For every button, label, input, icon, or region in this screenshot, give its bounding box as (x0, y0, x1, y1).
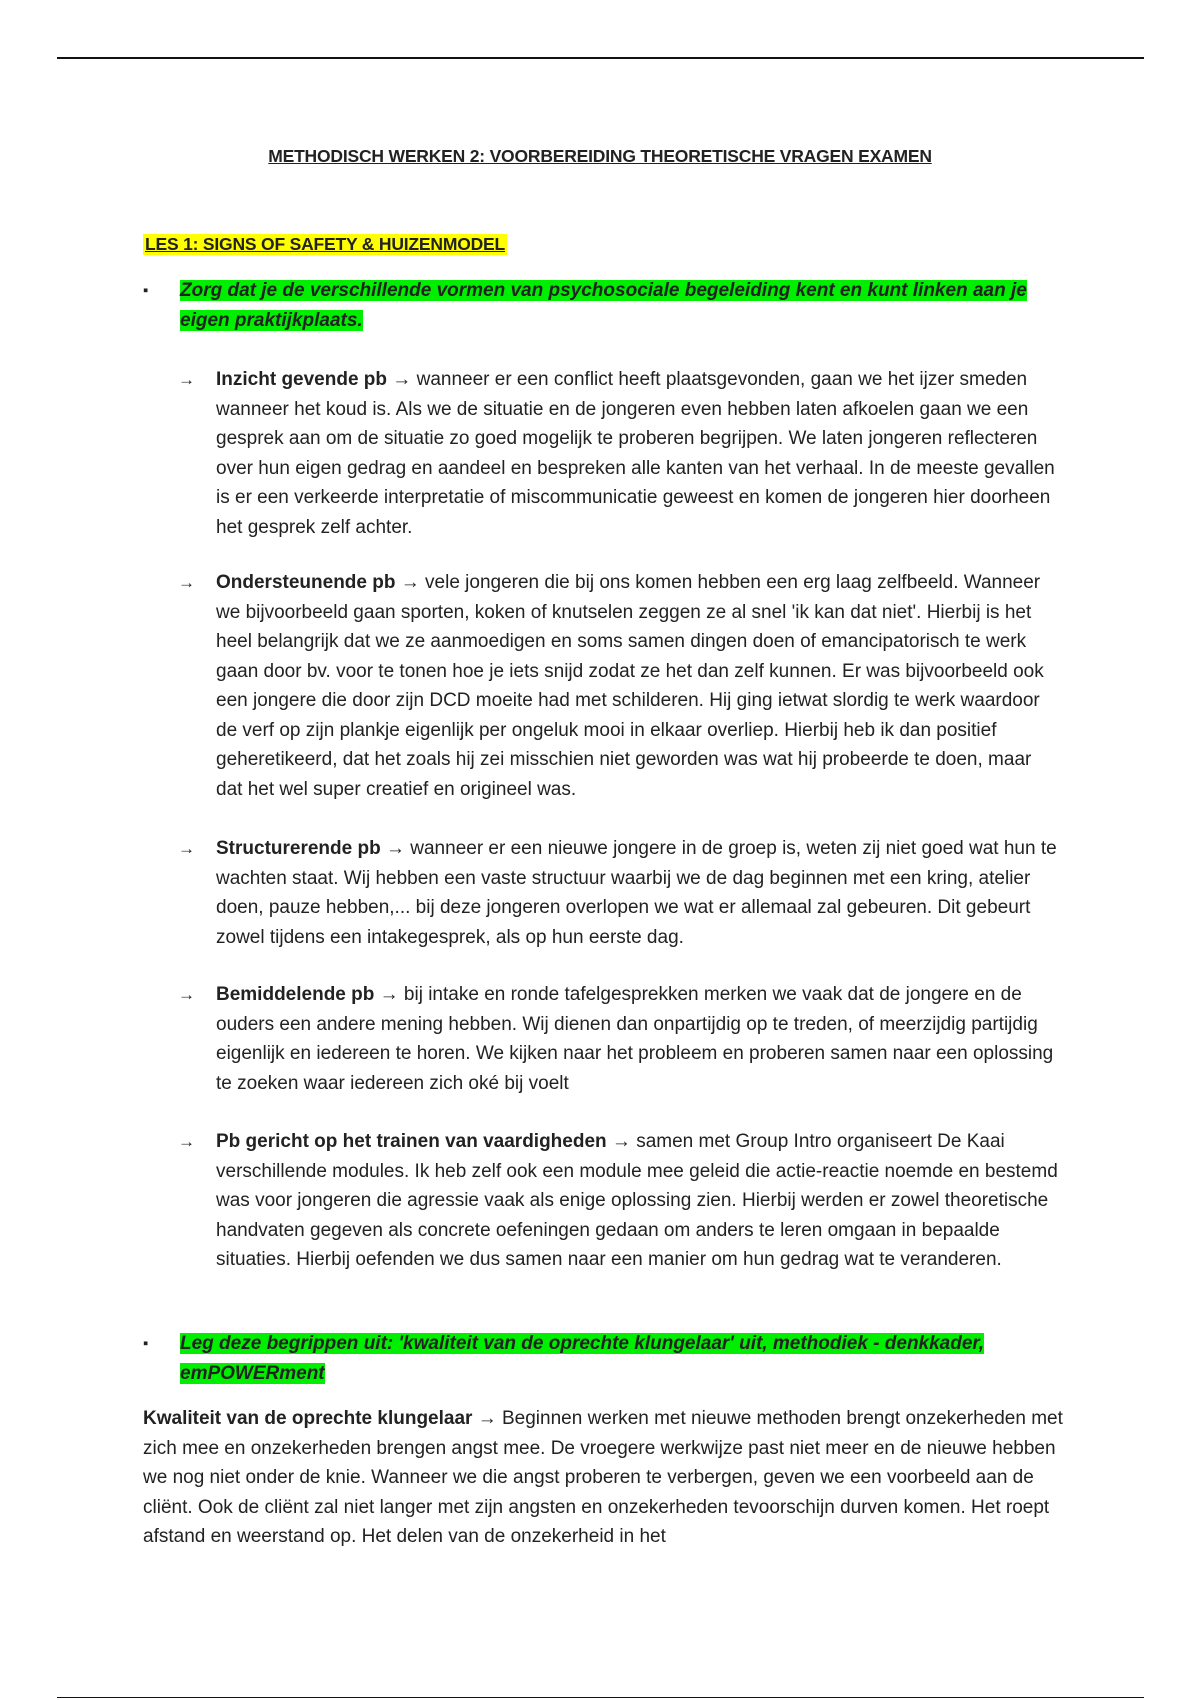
top-rule (57, 57, 1144, 59)
item-text: samen met Group Intro organiseert De Kaai verschillende modules. Ik heb zelf ook een module mee geleid die actie-reactie noemde en bestemd was voor jongeren die agressie vaak als enige oplossing zien. Hierbij werden er zowel theoretische handvaten gegeven als concrete oefeningen gedaan om anders te leren omgaan in bepaalde situaties. Hierbij oefenden we dus samen naar een manier om hun gedrag wat te veranderen. (216, 1131, 1058, 1270)
arrow-connector: → (380, 838, 411, 859)
item-text: vele jongeren die bij ons komen hebben een erg laag zelfbeeld. Wanneer we bijvoorbeeld gaan sporten, koken of knutselen zeggen ze al snel 'ik kan dat niet'. Hierbij is het heel belangrijk dat we ze aanmoedigen en soms samen dingen doen of emancipatorisch te werk gaan door bv. voor te tonen hoe je iets snijd zodat ze het dan zelf kunnen. Er was bijvoorbeeld ook een jongere die door zijn DCD moeite had met schilderen. Hij ging ietwat slordig te werk waardoor de verf op zijn plankje eigenlijk per ongeluk mooi in elkaar overliep. Hierbij heb ik dan positief geheretikeerd, dat het zoals hij zei misschien niet geworden was wat hij probeerde te doen, maar dat het wel super creatief en origineel was. (216, 572, 1044, 800)
item-text: wanneer er een nieuwe jongere in de groep is, weten zij niet goed wat hun te wachten staat. Wij hebben een vaste structuur waarbij we de dag beginnen met een kring, atelier doen, pauze hebben,... bij deze jongeren overlopen we wat er allemaal zal gebeuren. Dit gebeurt zowel tijdens een intakegesprek, als op hun eerste dag. (216, 838, 1057, 948)
list-item-structurerende (178, 834, 1058, 952)
item-term: Pb gericht op het trainen van vaardigheden (216, 1131, 607, 1152)
paragraph-text: Beginnen werken met nieuwe methoden brengt onzekerheden met zich mee en onzekerheden brengen angst mee. De vroegere werkwijze past niet meer en de nieuwe hebben we nog niet onder de knie. Wanneer we die angst proberen te verbergen, geven we een voorbeeld aan de cliënt. Ook de cliënt zal niet langer met zijn angsten en onzekerheden tevoorschijn durven komen. Het roept afstand en weerstand op. Het delen van de onzekerheid in het (143, 1408, 1063, 1547)
arrow-icon: → (178, 573, 195, 592)
item-term: Inzicht gevende pb (216, 369, 388, 390)
task-bullet-1 (143, 276, 1043, 336)
item-term: Ondersteunende pb (216, 572, 396, 593)
arrow-connector: → (395, 572, 426, 593)
arrow-icon: → (178, 370, 195, 389)
paragraph-klungelaar (143, 1404, 1063, 1552)
list-item-ondersteunende (178, 568, 1058, 804)
item-text: bij intake en ronde tafelgesprekken merken we vaak dat de jongere en de ouders een andere mening hebben. Wij dienen dan onpartijdig op te treden, of meerzijdig partijdig eigenlijk en iedereen te horen. We kijken naar het probleem en proberen samen naar een oplossing te zoeken waar iedereen zich oké bij voelt (216, 984, 1054, 1094)
arrow-connector: → (387, 369, 417, 390)
list-item-bemiddelende (178, 980, 1058, 1098)
arrow-icon: → (178, 985, 195, 1004)
list-item-inzicht (178, 365, 1058, 542)
square-bullet-icon: ▪ (143, 282, 149, 299)
list-item-vaardigheden (178, 1127, 1058, 1275)
bottom-rule (57, 1697, 1144, 1698)
arrow-connector: → (374, 984, 404, 1005)
lesson-heading: LES 1: SIGNS OF SAFETY & HUIZENMODEL (145, 234, 506, 254)
task-bullet-2 (143, 1329, 1043, 1389)
arrow-connector: → (472, 1408, 502, 1429)
document-title: METHODISCH WERKEN 2: VOORBEREIDING THEORETISCHE VRAGEN EXAMEN (268, 146, 932, 166)
item-text: wanneer er een conflict heeft plaatsgevonden, gaan we het ijzer smeden wanneer het koud is. Als we de situatie en de jongeren even hebben laten afkoelen gaan we een gesprek aan om de situatie zo goed mogelijk te proberen begrijpen. We laten jongeren reflecteren over hun eigen gedrag en aandeel en bespreken alle kanten van het verhaal. In de meeste gevallen is er een verkeerde interpretatie of miscommunicatie geweest en komen de jongeren hier doorheen het gesprek zelf achter. (216, 369, 1055, 538)
task-text: Leg deze begrippen uit: 'kwaliteit van de oprechte klungelaar' uit, methodiek - denkkader, emPOWERment (180, 1333, 985, 1384)
task-text: Zorg dat je de verschillende vormen van psychosociale begeleiding kent en kunt linken aan je eigen praktijkplaats. (180, 280, 1027, 331)
arrow-icon: → (178, 839, 195, 858)
arrow-icon: → (178, 1132, 195, 1151)
item-term: Structurerende pb (216, 838, 381, 859)
paragraph-term: Kwaliteit van de oprechte klungelaar (143, 1408, 473, 1429)
square-bullet-icon: ▪ (143, 1335, 149, 1352)
arrow-connector: → (606, 1131, 637, 1152)
item-term: Bemiddelende pb (216, 984, 375, 1005)
